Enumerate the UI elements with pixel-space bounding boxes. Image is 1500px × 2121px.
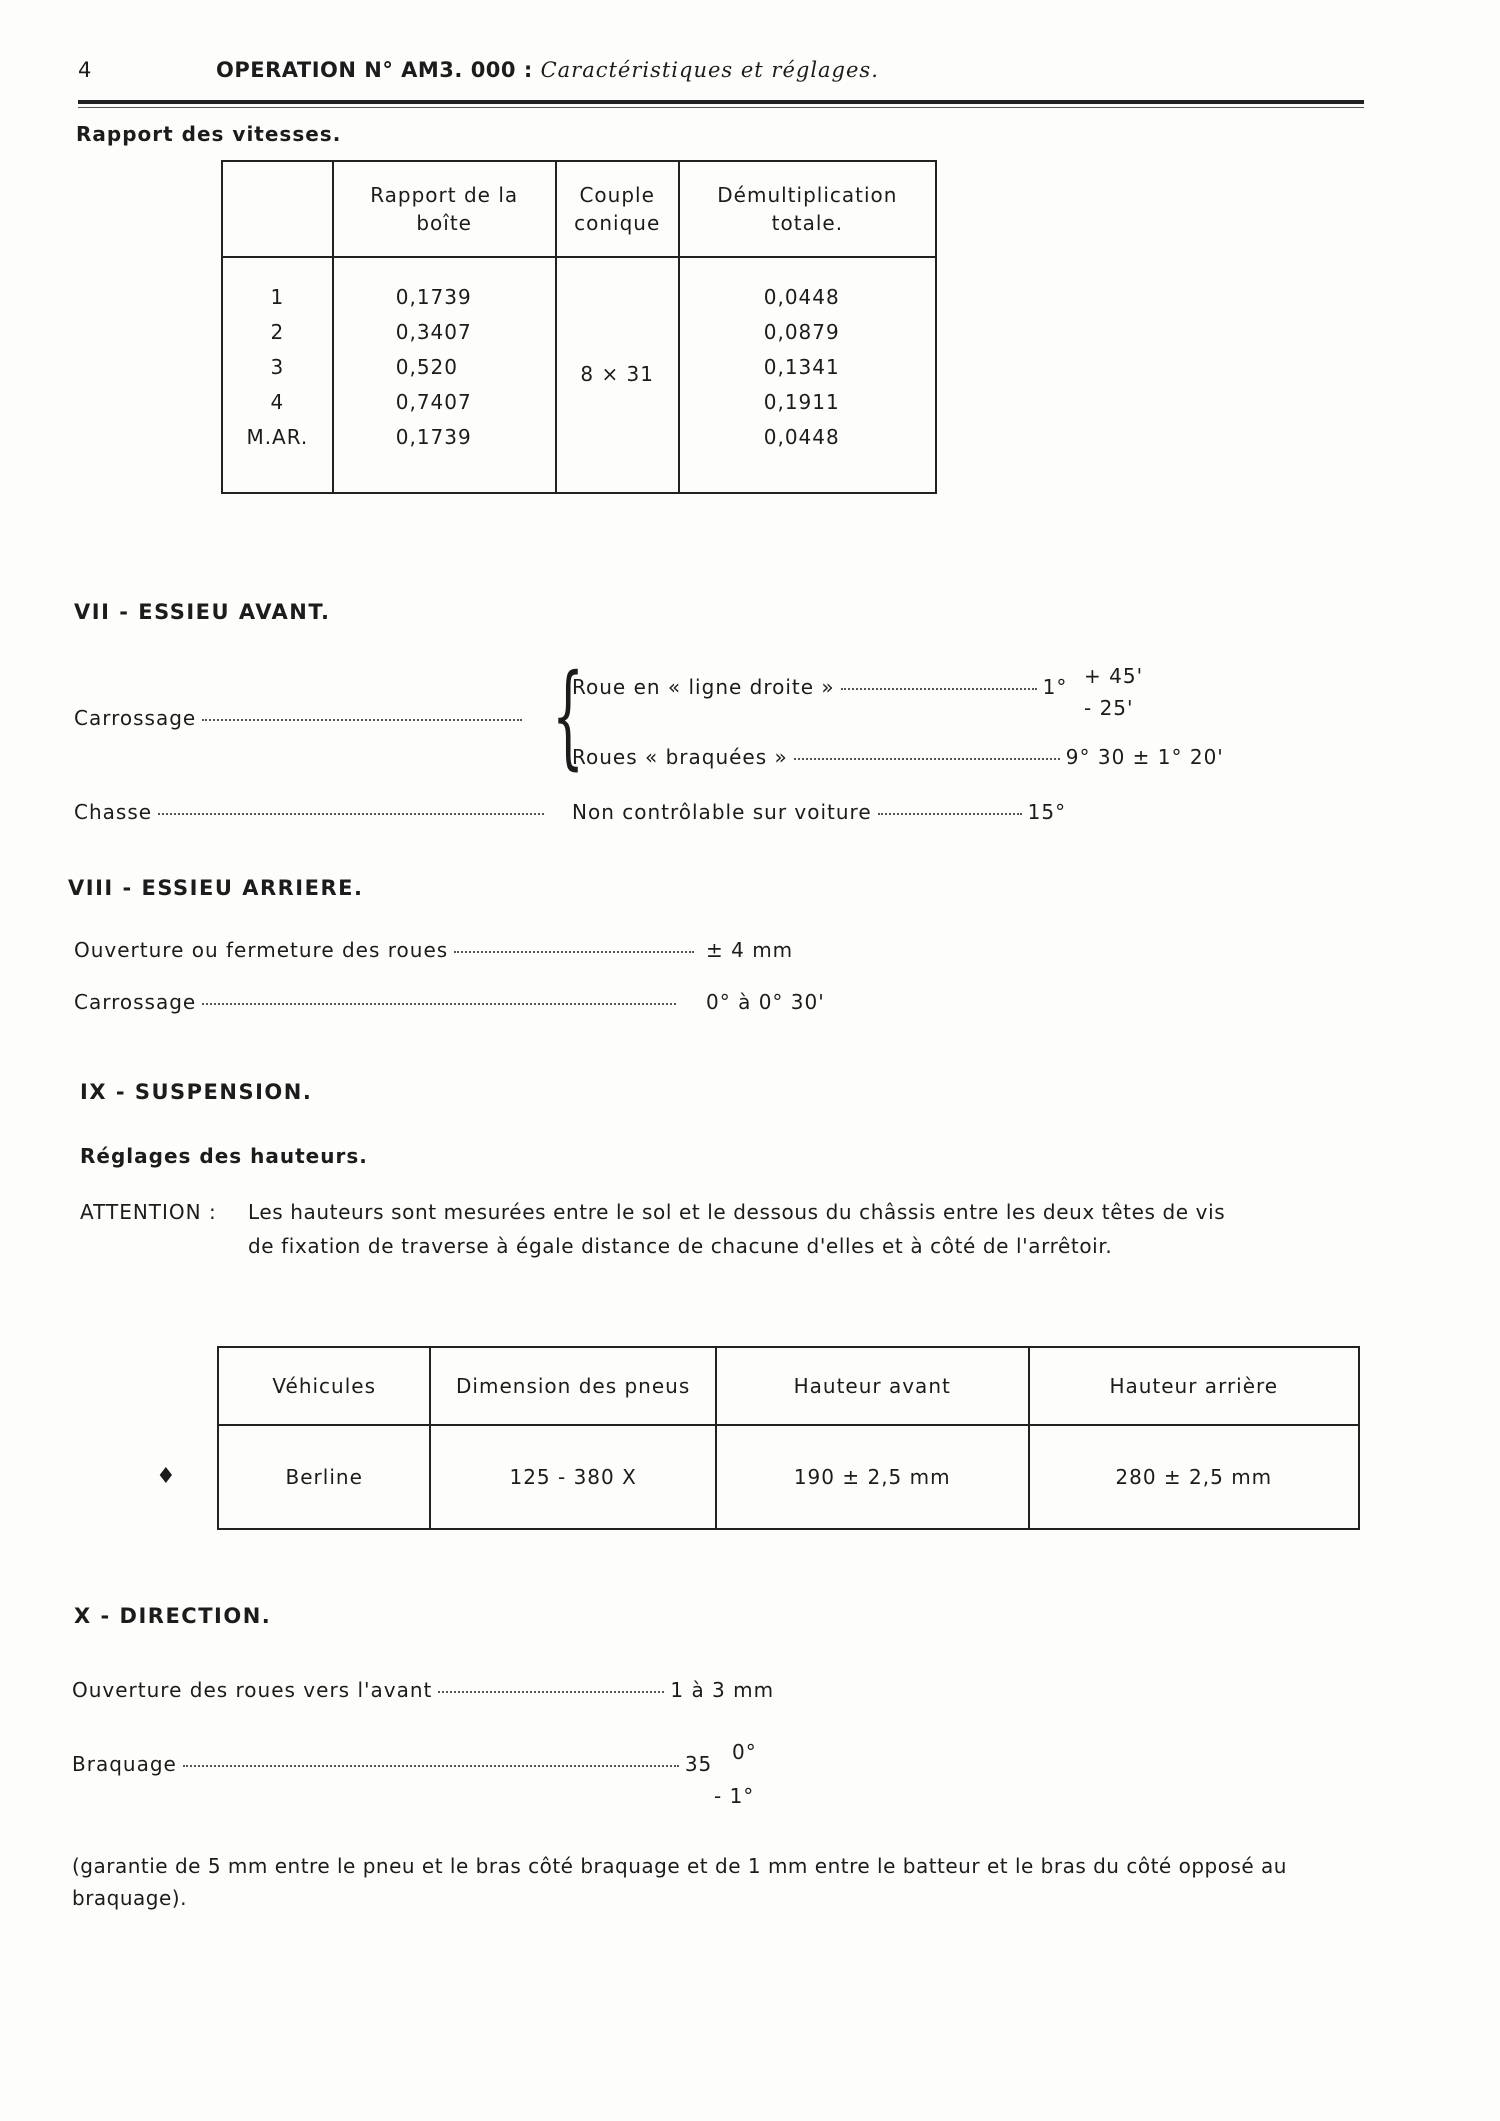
steering-note-line-2: braquage). <box>72 1886 187 1910</box>
table-header-row <box>218 1347 1359 1425</box>
page-number: 4 <box>78 58 92 82</box>
total-ratio-list <box>679 257 936 493</box>
box-ratio-list <box>333 257 556 493</box>
total-ratio-cell: 0,0448 <box>763 285 840 309</box>
suspension-subheading: Réglages des hauteurs. <box>80 1144 368 1168</box>
header-rule-thin <box>78 107 1364 108</box>
leader-dots <box>454 950 694 953</box>
total-ratio-cell: 0,1341 <box>763 355 840 379</box>
operation-number: OPERATION N° AM3. 000 : <box>216 58 533 82</box>
box-ratio-cell: 0,3407 <box>395 320 472 344</box>
steering-lock-label: Braquage <box>72 1752 177 1776</box>
brace-symbol: { <box>552 651 585 781</box>
rear-camber-value: 0° à 0° 30' <box>706 990 825 1014</box>
gear-cell: 2 <box>270 320 285 344</box>
bevel-couple-cell: 8 × 31 <box>556 257 679 493</box>
suspension-heading: IX - SUSPENSION. <box>80 1080 313 1104</box>
gear-list <box>222 257 333 493</box>
steering-lock-value: 35 <box>684 1752 713 1776</box>
front-axle-heading: VII - ESSIEU AVANT. <box>74 600 331 624</box>
table-row <box>218 1425 1359 1529</box>
caster-row <box>74 800 550 824</box>
box-ratio-cell: 0,1739 <box>395 425 472 449</box>
gear-cell: 3 <box>270 355 285 379</box>
rear-camber-label: Carrossage <box>74 990 197 1014</box>
column-header-bevel: Couple conique <box>556 161 679 257</box>
camber-tolerance-plus: + 45' <box>1084 664 1144 688</box>
leader-dots <box>202 1002 676 1005</box>
table-row <box>222 257 936 493</box>
column-header-tyres: Dimension des pneus <box>430 1347 715 1425</box>
diamond-marker: ♦ <box>156 1464 176 1489</box>
page-title <box>216 58 879 82</box>
total-ratio-cell: 0,0448 <box>763 425 840 449</box>
steering-heading: X - DIRECTION. <box>74 1604 272 1628</box>
steering-note-line-1: (garantie de 5 mm entre le pneu et le bras côté braquage et de 1 mm entre le batteur et le bras du côté opposé au <box>72 1854 1287 1878</box>
lock-tolerance-minus: - 1° <box>714 1784 755 1808</box>
caster-value: 15° <box>1027 800 1067 824</box>
attention-line-1: Les hauteurs sont mesurées entre le sol et le dessous du châssis entre les deux têtes de vis <box>248 1200 1226 1224</box>
leader-dots <box>841 687 1037 690</box>
caster-note-row <box>572 800 1066 824</box>
rear-toe-value: ± 4 mm <box>706 938 794 962</box>
front-camber-row <box>74 706 528 730</box>
front-height-cell: 190 ± 2,5 mm <box>716 1425 1029 1529</box>
vehicle-cell: Berline <box>218 1425 430 1529</box>
rear-axle-heading: VIII - ESSIEU ARRIERE. <box>68 876 364 900</box>
tyre-cell: 125 - 380 X <box>430 1425 715 1529</box>
box-ratio-cell: 0,520 <box>395 355 458 379</box>
camber-turned-value: 9° 30 ± 1° 20' <box>1065 745 1224 769</box>
rear-height-cell: 280 ± 2,5 mm <box>1029 1425 1359 1529</box>
front-camber-label: Carrossage <box>74 706 197 730</box>
lock-tolerance-plus: 0° <box>732 1740 757 1764</box>
caster-note: Non contrôlable sur voiture <box>572 800 872 824</box>
rear-camber-row <box>74 990 682 1014</box>
gear-cell: 1 <box>270 285 285 309</box>
attention-line-2: de fixation de traverse à égale distance de chacune d'elles et à côté de l'arrêtoir. <box>248 1234 1113 1258</box>
rear-toe-row <box>74 938 700 962</box>
leader-dots <box>438 1690 664 1693</box>
leader-dots <box>183 1764 679 1767</box>
total-ratio-cell: 0,0879 <box>763 320 840 344</box>
gear-ratio-heading: Rapport des vitesses. <box>76 122 342 146</box>
leader-dots <box>158 812 544 815</box>
column-header-total: Démultiplication totale. <box>679 161 936 257</box>
leader-dots <box>878 812 1022 815</box>
column-header-vehicle: Véhicules <box>218 1347 430 1425</box>
leader-dots <box>794 757 1060 760</box>
camber-turned-row <box>572 745 1224 769</box>
camber-straight-value: 1° <box>1042 675 1068 699</box>
box-ratio-cell: 0,7407 <box>395 390 472 414</box>
column-header-gear <box>222 161 333 257</box>
table-header-row <box>222 161 936 257</box>
gear-ratio-table <box>221 160 937 494</box>
page-subtitle: Caractéristiques et réglages. <box>540 58 879 82</box>
column-header-front-height: Hauteur avant <box>716 1347 1029 1425</box>
leader-dots <box>202 718 522 721</box>
steering-toe-value: 1 à 3 mm <box>670 1678 775 1702</box>
camber-tolerance-minus: - 25' <box>1084 696 1134 720</box>
gear-cell: M.AR. <box>246 425 309 449</box>
header-rule <box>78 100 1364 104</box>
steering-toe-row <box>72 1678 774 1702</box>
camber-turned-label: Roues « braquées » <box>572 745 788 769</box>
box-ratio-cell: 0,1739 <box>395 285 472 309</box>
attention-label: ATTENTION : <box>80 1200 217 1224</box>
steering-lock-row <box>72 1752 712 1776</box>
column-header-rear-height: Hauteur arrière <box>1029 1347 1359 1425</box>
column-header-box-ratio: Rapport de la boîte <box>333 161 556 257</box>
steering-toe-label: Ouverture des roues vers l'avant <box>72 1678 433 1702</box>
caster-label: Chasse <box>74 800 153 824</box>
camber-straight-label: Roue en « ligne droite » <box>572 675 835 699</box>
ride-height-table <box>217 1346 1360 1530</box>
gear-cell: 4 <box>270 390 285 414</box>
total-ratio-cell: 0,1911 <box>763 390 840 414</box>
rear-toe-label: Ouverture ou fermeture des roues <box>74 938 449 962</box>
camber-straight-row <box>572 675 1067 699</box>
